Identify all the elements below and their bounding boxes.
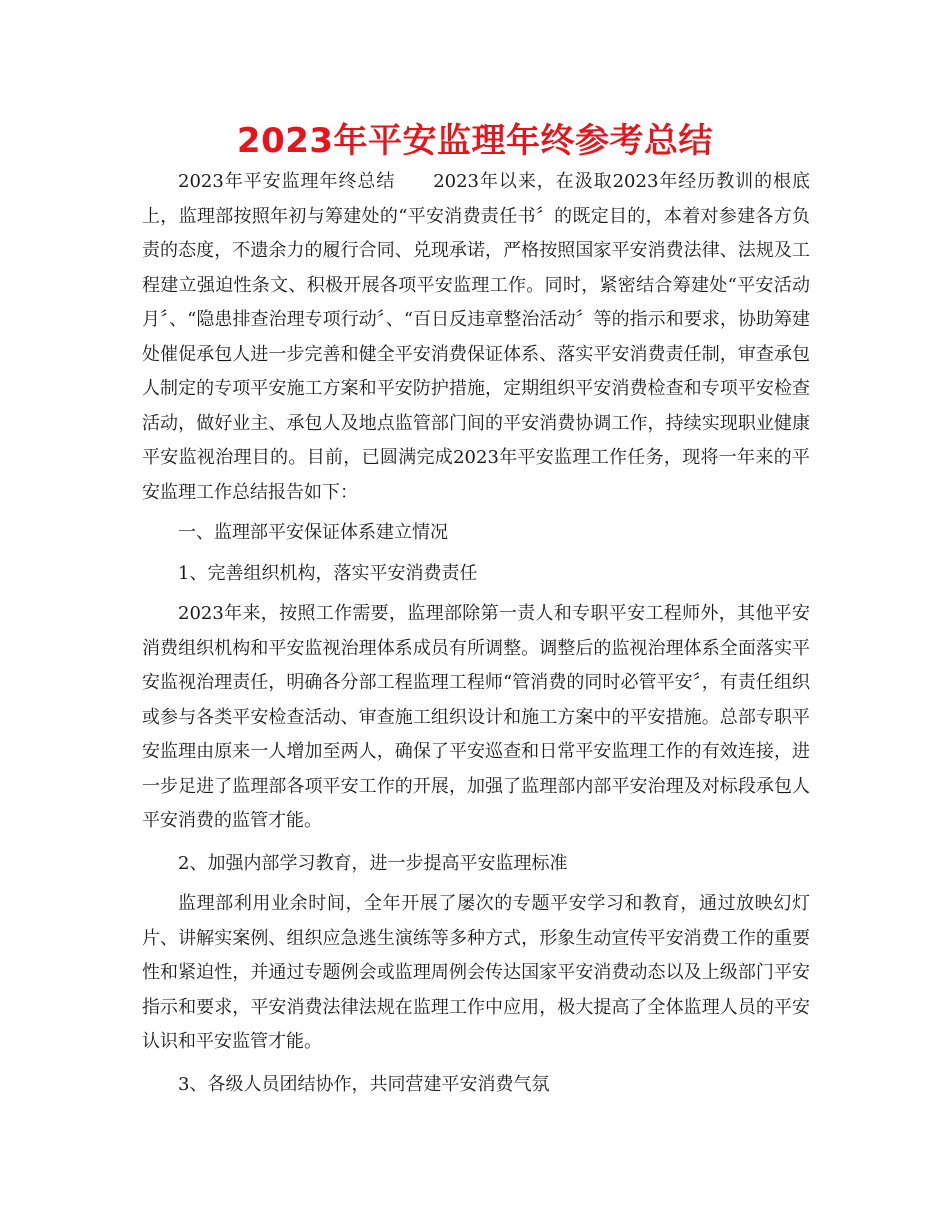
paragraph-intro: 2023年平安监理年终总结 2023年以来，在汲取2023年经历教训的根底上，监理部按照年初与筹建处的“平安消费责任书〞的既定目的，本着对参建各方负责的态度，不遗余力的履行合同、兑现承诺，严格按照国家平安消费法律、法规及工程建立强迫性条文、积极开展各项平安监理工作。同时，紧密结合筹建处“平安活动月〞、“隐患排查治理专项行动〞、“百日反违章整治活动〞等的指示和要求，协助筹建处催促承包人进一步完善和健全平安消费保证体系、落实平安消费责任制，审查承包人制定的专项平安施工方案和平安防护措施，定期组织平安消费检查和专项平安检查活动，做好业主、承包人及地点监管部门间的平安消费协调工作，持续实现职业健康平安监视治理目的。目前，已圆满完成2023年平安监理工作任务，现将一年来的平安监理工作总结报告如下： <box>142 171 810 503</box>
document-body <box>142 165 810 1102</box>
subsection-heading-3: 3、各级人员团结协作，共同营建平安消费气氛 <box>178 1073 550 1095</box>
paragraph-education: 监理部利用业余时间，全年开展了屡次的专题平安学习和教育，通过放映幻灯片、讲解实案例、组织应急逃生演练等多种方式，形象生动宣传平安消费工作的重要性和紧迫性，并通过专题例会或监理周例会传达国家平安消费动态以及上级部门平安指示和要求，平安消费法律法规在监理工作中应用，极大提高了全体监理人员的平安认识和平安监管才能。 <box>142 893 810 1052</box>
section-heading-1: 一、监理部平安保证体系建立情况 <box>178 522 448 543</box>
subsection-heading-1: 1、完善组织机构，落实平安消费责任 <box>178 562 478 584</box>
paragraph-organization: 2023年来，按照工作需要，监理部除第一责人和专职平安工程师外，其他平安消费组织机构和平安监视治理体系成员有所调整。调整后的监视治理体系全面落实平安监视治理责任，明确各分部工程监理工程师“管消费的同时必管平安〞，有责任组织或参与各类平安检查活动、审查施工组织设计和施工方案中的平安措施。总部专职平安监理由原来一人增加至两人，确保了平安巡查和日常平安监理工作的有效连接，进一步足进了监理部各项平安工作的开展，加强了监理部内部平安治理及对标段承包人平安消费的监管才能。 <box>142 603 810 831</box>
subsection-heading-2: 2、加强内部学习教育，进一步提高平安监理标准 <box>178 852 568 874</box>
document-title: 2023年平安监理年终参考总结 <box>236 121 714 161</box>
